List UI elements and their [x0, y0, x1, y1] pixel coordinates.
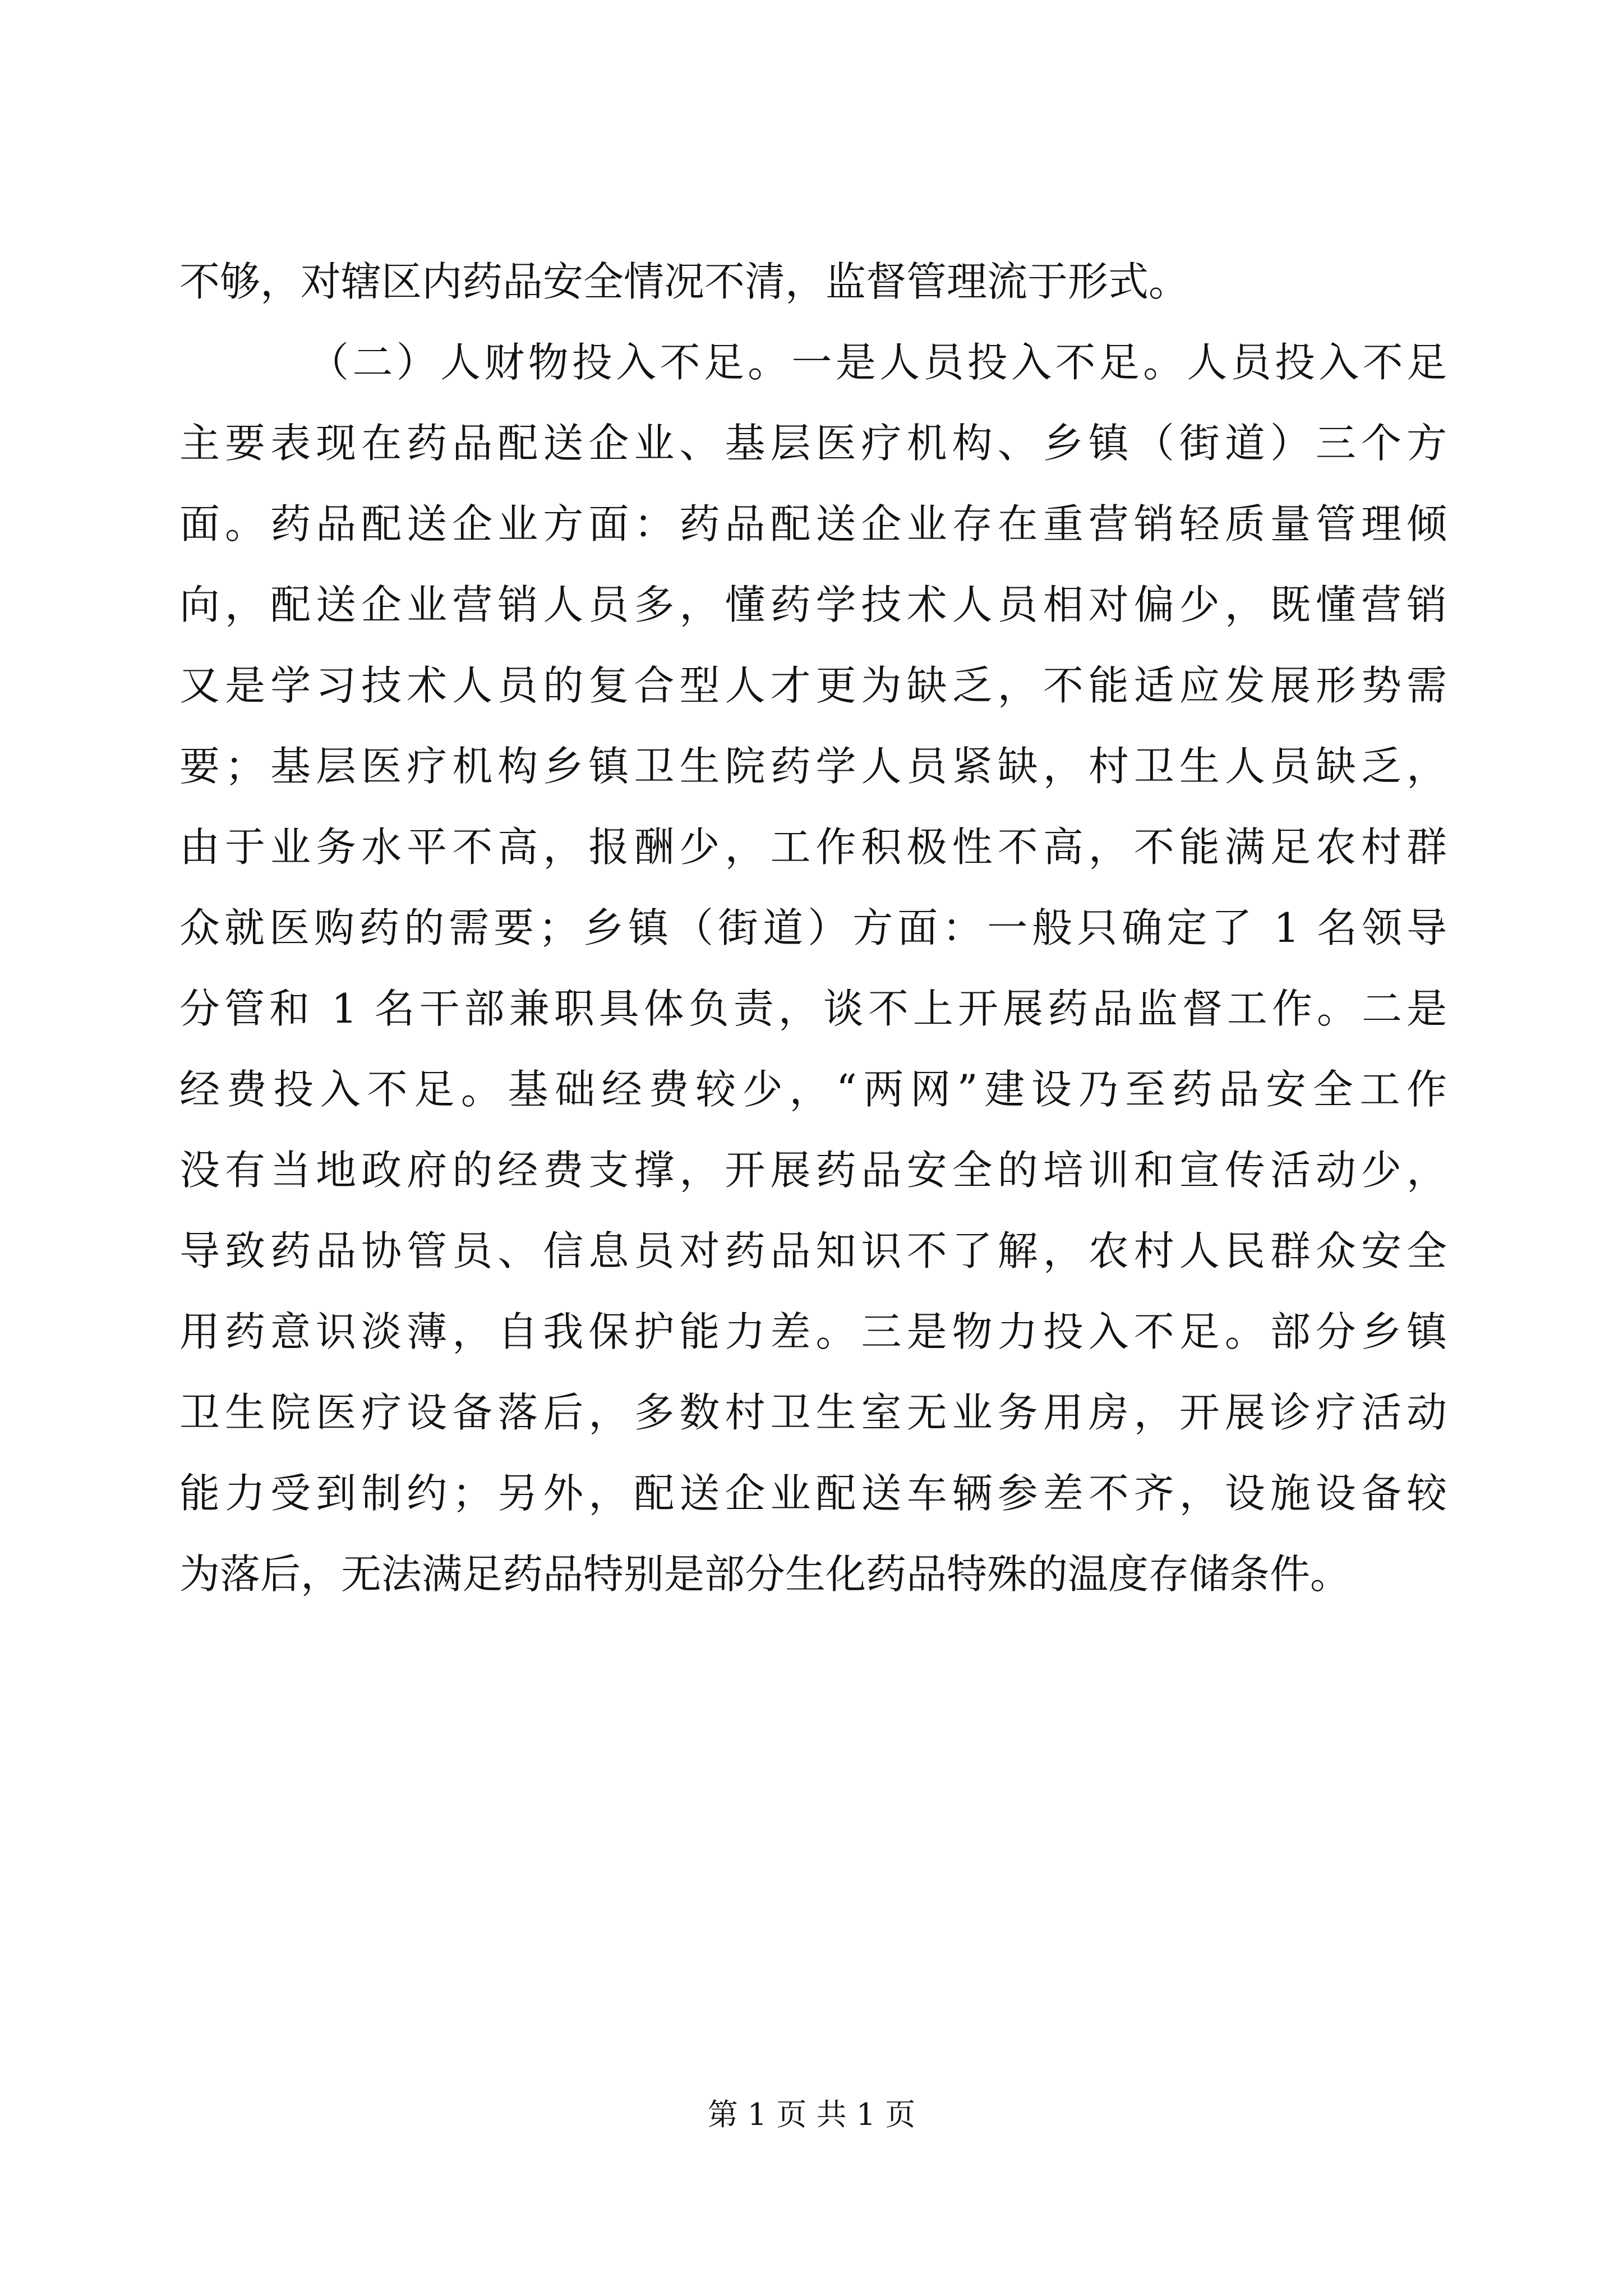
text-line-content: 卫生院医疗设备落后，多数村卫生室无业务用房，开展诊疗活动: [179, 1389, 1447, 1436]
text-line-content: 导致药品协管员、信息员对药品知识不了解，农村人民群众安全: [179, 1227, 1447, 1274]
text-line-content: 面。药品配送企业方面：药品配送企业存在重营销轻质量管理倾: [179, 500, 1447, 547]
text-line-content: 由于业务水平不高，报酬少，工作积极性不高，不能满足农村群: [179, 823, 1447, 871]
text-line: [179, 1049, 1447, 1130]
text-line-content: 能力受到制约；另外，配送企业配送车辆参差不齐，设施设备较: [179, 1470, 1447, 1517]
page-footer: [0, 2092, 1623, 2137]
text-line-content: 为落后，无法满足药品特别是部分生化药品特殊的温度存储条件。: [179, 1550, 1351, 1598]
page-number-label: 第 1 页 共 1 页: [707, 2097, 916, 2132]
text-line-content: 主要表现在药品配送企业、基层医疗机构、乡镇（街道）三个方: [179, 420, 1447, 467]
text-line: [179, 484, 1447, 564]
text-line-content: 众就医购药的需要；乡镇（街道）方面：一般只确定了 1 名领导: [179, 904, 1447, 951]
text-line: [179, 726, 1447, 807]
text-line: [179, 887, 1447, 968]
text-line: [179, 241, 1447, 322]
text-line: [179, 968, 1447, 1049]
document-body: [179, 241, 1447, 1614]
text-line-content: 经费投入不足。基础经费较少，“两网”建设乃至药品安全工作: [179, 1066, 1447, 1113]
text-line: [179, 1211, 1447, 1291]
text-line-content: 没有当地政府的经费支撑，开展药品安全的培训和宣传活动少，: [179, 1147, 1447, 1194]
text-line-content: 不够，对辖区内药品安全情况不清，监督管理流于形式。: [179, 258, 1189, 305]
text-line-content: 要；基层医疗机构乡镇卫生院药学人员紧缺，村卫生人员缺乏，: [179, 743, 1447, 790]
text-line-content: 分管和 1 名干部兼职具体负责，谈不上开展药品监督工作。二是: [179, 985, 1447, 1032]
text-line: [179, 322, 1447, 403]
text-line-content: 向，配送企业营销人员多，懂药学技术人员相对偏少，既懂营销: [179, 581, 1447, 628]
text-line: [179, 1130, 1447, 1211]
text-line-content: 用药意识淡薄，自我保护能力差。三是物力投入不足。部分乡镇: [179, 1308, 1447, 1355]
text-line: [179, 1372, 1447, 1453]
text-line: [179, 564, 1447, 645]
text-line: [179, 1453, 1447, 1534]
text-line: [179, 1534, 1447, 1614]
text-line: [179, 645, 1447, 726]
text-line-content: （二）人财物投入不足。一是人员投入不足。人员投入不足: [308, 339, 1447, 386]
text-line: [179, 1291, 1447, 1372]
text-line-content: 又是学习技术人员的复合型人才更为缺乏，不能适应发展形势需: [179, 662, 1447, 709]
text-line: [179, 807, 1447, 887]
text-line: [179, 403, 1447, 484]
